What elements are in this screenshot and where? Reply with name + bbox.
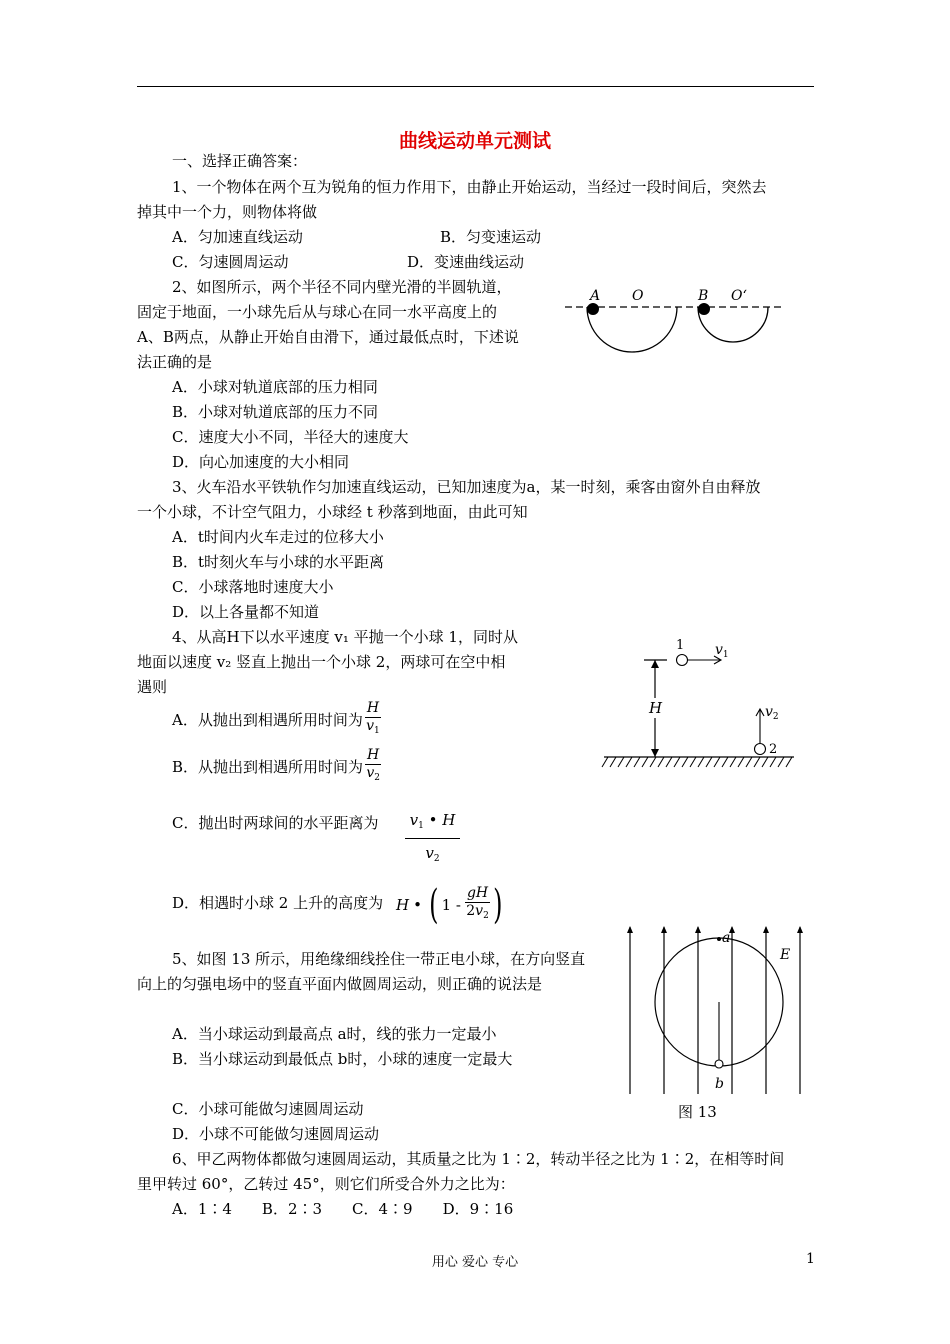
q3-line2: 一个小球，不计空气阻力，小球经 t 秒落到地面，由此可知 [137,503,528,521]
fraction-v1h-v2: $v_1$ • H $v_2$ [405,808,460,873]
q5-option-c: C．小球可能做匀速圆周运动 [172,1100,364,1118]
q3-option-d: D．以上各量都不知道 [172,603,320,621]
q2-line3: A、B两点，从静止开始自由滑下，通过最低点时，下述说 [137,328,519,346]
q4-option-c-text: C．抛出时两球间的水平距离为 [172,814,379,832]
q5-option-d: D．小球不可能做匀速圆周运动 [172,1125,380,1143]
q2-label-b: B [698,288,709,304]
q2-option-d: D．向心加速度的大小相同 [172,453,350,471]
q2-label-o2: O‘ [731,288,747,304]
q1-option-a: A．匀加速直线运动 [172,228,303,246]
q5-fig-b-label: b [715,1076,724,1092]
q5-option-b: B．当小球运动到最低点 b时，小球的速度一定最大 [172,1050,513,1068]
q3-line1: 3、火车沿水平铁轨作匀加速直线运动，已知加速度为a，某一时刻，乘客由窗外自由释放 [172,478,761,496]
q5-fig-e-label: E [780,947,791,963]
q4-option-c [172,812,378,833]
q5-figure [620,922,820,1122]
header-rule [137,86,814,87]
q2-option-b: B．小球对轨道底部的压力不同 [172,403,379,421]
q2-line1: 2、如图所示，两个半径不同内壁光滑的半圆轨道， [172,278,512,296]
q2-option-a: A．小球对轨道底部的压力相同 [172,378,378,396]
q3-option-a: A．t时间内火车走过的位移大小 [172,528,384,546]
page-number: 1 [806,1251,815,1267]
q4-option-b [172,747,381,787]
q4-option-d [172,892,383,913]
q5-line2: 向上的匀强电场中的竖直平面内做圆周运动，则正确的说法是 [137,975,543,993]
q4-figure [600,630,800,775]
q4-option-a-text: A．从抛出到相遇所用时间为 [172,711,363,729]
q1-option-d: D．变速曲线运动 [407,253,525,271]
q4-fig-h-label: H [649,699,663,717]
q4-option-b-text: B．从抛出到相遇所用时间为 [172,758,364,776]
q1-option-c: C．匀速圆周运动 [172,253,289,271]
q3-option-b: B．t时刻火车与小球的水平距离 [172,553,385,571]
q4-fig-ball1-label: 1 [676,638,685,653]
section-heading: 一、选择正确答案： [172,152,308,170]
page-footer: 用心 爱心 专心 [431,1255,519,1270]
q1-line2: 掉其中一个力，则物体将做 [137,203,318,221]
q4-line1: 4、从高H下以水平速度 v₁ 平抛一个小球 1，同时从 [172,628,518,646]
q4-line3: 遇则 [137,678,168,696]
q4-fig-v2-label: $v_2$ [765,704,779,722]
q4-fig-v1-label: $v_1$ [715,642,729,660]
q6-line1: 6、甲乙两物体都做匀速圆周运动，其质量之比为 1∶2，转动半径之比为 1∶2，在相等时间 [172,1150,785,1168]
q5-fig-a-label: a [722,930,731,946]
formula-d: H • ( 1 - $\frac{gH}{2v_2}$ ) [396,882,503,928]
q3-option-c: C．小球落地时速度大小 [172,578,334,596]
q2-label-a: A [590,288,601,304]
q6-options: A．1∶4 B．2∶3 C．4∶9 D．9∶16 [172,1200,514,1218]
q1-option-b: B．匀变速运动 [440,228,542,246]
q2-figure [565,280,785,360]
fraction-h-v1: $\frac{H}{v_1}$ [366,700,380,736]
q6-line2: 里甲转过 60°，乙转过 45°，则它们所受合外力之比为： [137,1175,515,1193]
q2-option-c: C．速度大小不同，半径大的速度大 [172,428,409,446]
page-title: 曲线运动单元测试 [398,130,551,152]
q5-line1: 5、如图 13 所示，用绝缘细线拴住一带正电小球，在方向竖直 [172,950,586,968]
q4-option-d-text: D．相遇时小球 2 上升的高度为 [172,894,384,912]
q1-line1: 1、一个物体在两个互为锐角的恒力作用下，由静止开始运动，当经过一段时间后，突然去 [172,178,767,196]
q2-line2: 固定于地面，一小球先后从与球心在同一水平高度上的 [137,303,498,321]
fraction-h-v2: $\frac{H}{v_2}$ [366,747,380,783]
q5-option-a: A．当小球运动到最高点 a时，线的张力一定最小 [172,1025,497,1043]
q4-line2: 地面以速度 v₂ 竖直上抛出一个小球 2，两球可在空中相 [137,653,506,671]
q2-label-o: O [632,288,644,304]
q4-fig-ball2-label: 2 [769,742,778,757]
q4-option-a [172,700,381,740]
q2-line4: 法正确的是 [137,353,213,371]
q5-fig-caption: 图 13 [678,1103,717,1121]
